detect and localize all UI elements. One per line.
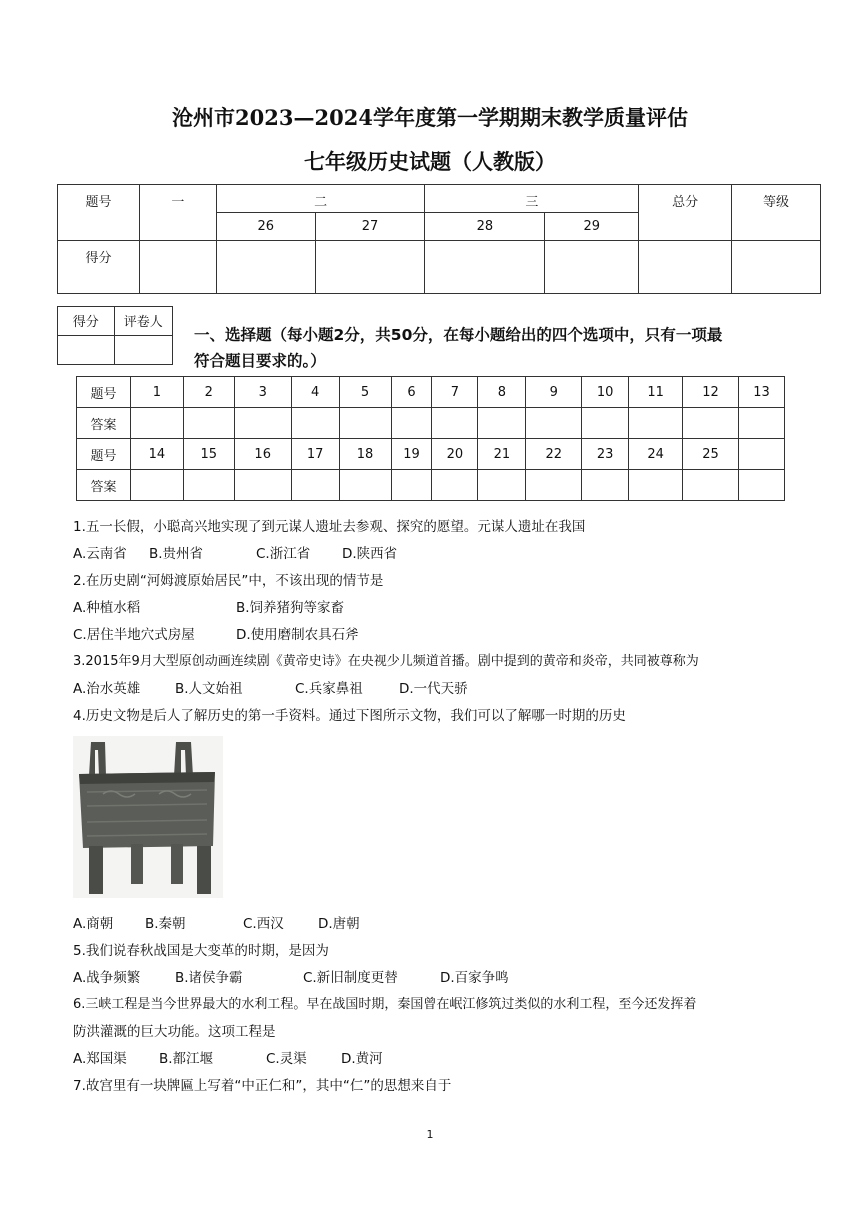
question-3-stem: 3.2015年9月大型原创动画连续剧《黄帝史诗》在央视少儿频道首播。剧中提到的黄帝和炎帝，共同被尊称为 xyxy=(73,654,699,669)
answer-cell xyxy=(582,408,629,439)
question-number-cell: 13 xyxy=(738,377,784,408)
grader-table xyxy=(57,306,173,365)
option-c: C.兵家鼻祖 xyxy=(295,681,363,697)
option-a: A.郑国渠 xyxy=(73,1051,127,1067)
question-1-options xyxy=(73,544,397,564)
answer-cell xyxy=(432,470,478,501)
section-one-heading xyxy=(194,322,799,374)
question-number-cell: 15 xyxy=(183,439,234,470)
option-d: D.一代天骄 xyxy=(399,681,468,697)
question-number-cell: 23 xyxy=(582,439,629,470)
score-cell xyxy=(139,241,216,294)
option-b: B.人文始祖 xyxy=(175,681,243,697)
answer-grid xyxy=(76,376,785,501)
question-2-options-row2 xyxy=(73,625,359,645)
answer-cell xyxy=(234,408,291,439)
answer-cell xyxy=(478,470,526,501)
question-number-label: 题号 xyxy=(77,439,131,470)
score-cell xyxy=(732,241,821,294)
score-cell xyxy=(216,241,315,294)
score-cell xyxy=(315,241,425,294)
question-6-stem-line2: 防洪灌溉的巨大功能。这项工程是 xyxy=(73,1024,276,1040)
page-number: 1 xyxy=(426,1128,434,1141)
answer-cell xyxy=(432,408,478,439)
option-a: A.治水英雄 xyxy=(73,681,141,697)
score-summary-table xyxy=(57,184,821,294)
answer-cell xyxy=(183,470,234,501)
header-part-two: 二 xyxy=(216,185,425,213)
answer-cell xyxy=(738,470,784,501)
question-4-stem: 4.历史文物是后人了解历史的第一手资料。通过下图所示文物，我们可以了解哪一时期的历史 xyxy=(73,708,626,724)
question-number-cell: 1 xyxy=(130,377,183,408)
option-c: C.西汉 xyxy=(243,916,284,932)
option-b: B.秦朝 xyxy=(145,916,186,932)
question-1-stem: 1.五一长假，小聪高兴地实现了到元谋人遗址去参观、探究的愿望。元谋人遗址在我国 xyxy=(73,519,586,535)
question-5-stem: 5.我们说春秋战国是大变革的时期，是因为 xyxy=(73,943,329,959)
score-cell xyxy=(425,241,545,294)
question-number-cell: 12 xyxy=(683,377,739,408)
exam-title: 沧州市2023—2024学年度第一学期期末教学质量评估 xyxy=(172,105,688,130)
option-a: A.商朝 xyxy=(73,916,114,932)
grader-reviewer-label: 评卷人 xyxy=(114,307,172,336)
option-d: D.唐朝 xyxy=(318,916,360,932)
header-q29: 29 xyxy=(545,213,639,241)
answer-cell xyxy=(339,470,391,501)
question-number-cell: 22 xyxy=(526,439,582,470)
answer-cell xyxy=(391,470,432,501)
question-number-cell: 4 xyxy=(291,377,339,408)
section-one-line2: 符合题目要求的。） xyxy=(194,352,326,370)
question-number-cell: 24 xyxy=(629,439,683,470)
question-number-cell: 8 xyxy=(478,377,526,408)
question-number-cell: 25 xyxy=(683,439,739,470)
question-5-options xyxy=(73,968,509,988)
header-q27: 27 xyxy=(315,213,425,241)
option-b: B.都江堰 xyxy=(159,1051,214,1067)
option-b: B.饲养猪狗等家畜 xyxy=(236,600,345,616)
answer-cell xyxy=(629,470,683,501)
answer-cell xyxy=(339,408,391,439)
answer-cell xyxy=(683,470,739,501)
option-b: B.诸侯争霸 xyxy=(175,970,243,986)
answer-cell xyxy=(291,470,339,501)
header-part-three: 三 xyxy=(425,185,639,213)
answer-cell xyxy=(391,408,432,439)
question-6-options xyxy=(73,1049,383,1069)
option-a: A.云南省 xyxy=(73,546,127,562)
option-c: C.居住半地穴式房屋 xyxy=(73,627,195,643)
question-number-cell: 18 xyxy=(339,439,391,470)
question-number-label: 题号 xyxy=(77,377,131,408)
question-2-options-row1 xyxy=(73,598,344,618)
grader-score-cell xyxy=(58,336,115,365)
question-number-cell: 20 xyxy=(432,439,478,470)
question-number-cell: 21 xyxy=(478,439,526,470)
answer-label: 答案 xyxy=(77,408,131,439)
question-number-cell: 3 xyxy=(234,377,291,408)
header-part-one: 一 xyxy=(139,185,216,241)
bronze-ding-vessel-image xyxy=(73,736,223,898)
question-4-options xyxy=(73,914,360,934)
answer-cell xyxy=(629,408,683,439)
answer-cell xyxy=(526,470,582,501)
question-number-cell: 6 xyxy=(391,377,432,408)
answer-cell xyxy=(183,408,234,439)
option-b: B.贵州省 xyxy=(149,546,204,562)
question-2-stem: 2.在历史剧“河姆渡原始居民”中，不该出现的情节是 xyxy=(73,573,384,589)
option-d: D.黄河 xyxy=(341,1051,383,1067)
question-number-cell: 16 xyxy=(234,439,291,470)
answer-cell xyxy=(582,470,629,501)
option-c: C.灵渠 xyxy=(266,1051,307,1067)
header-q28: 28 xyxy=(425,213,545,241)
option-d: D.陕西省 xyxy=(342,546,398,562)
row-score-label: 得分 xyxy=(58,241,140,294)
option-c: C.新旧制度更替 xyxy=(303,970,398,986)
question-6-stem-line1: 6.三峡工程是当今世界最大的水利工程。早在战国时期，秦国曾在岷江修筑过类似的水利工程，至今还发挥着 xyxy=(73,997,697,1012)
question-number-cell xyxy=(738,439,784,470)
question-number-cell: 2 xyxy=(183,377,234,408)
question-number-cell: 11 xyxy=(629,377,683,408)
answer-cell xyxy=(291,408,339,439)
section-one-line1: 一、选择题（每小题2分，共50分，在每小题给出的四个选项中，只有一项最 xyxy=(194,326,723,344)
answer-cell xyxy=(130,470,183,501)
option-d: D.使用磨制农具石斧 xyxy=(236,627,359,643)
question-number-cell: 19 xyxy=(391,439,432,470)
exam-subtitle: 七年级历史试题（人教版） xyxy=(304,149,556,174)
header-grade: 等级 xyxy=(732,185,821,241)
header-question-number: 题号 xyxy=(58,185,140,241)
question-number-cell: 14 xyxy=(130,439,183,470)
answer-cell xyxy=(234,470,291,501)
grader-reviewer-cell xyxy=(114,336,172,365)
question-number-cell: 9 xyxy=(526,377,582,408)
score-cell xyxy=(639,241,732,294)
question-number-cell: 5 xyxy=(339,377,391,408)
answer-label: 答案 xyxy=(77,470,131,501)
question-number-cell: 17 xyxy=(291,439,339,470)
grader-score-label: 得分 xyxy=(58,307,115,336)
answer-cell xyxy=(478,408,526,439)
answer-cell xyxy=(130,408,183,439)
header-total: 总分 xyxy=(639,185,732,241)
question-number-cell: 7 xyxy=(432,377,478,408)
question-number-cell: 10 xyxy=(582,377,629,408)
option-d: D.百家争鸣 xyxy=(440,970,509,986)
header-q26: 26 xyxy=(216,213,315,241)
answer-cell xyxy=(683,408,739,439)
score-cell xyxy=(545,241,639,294)
answer-cell xyxy=(738,408,784,439)
option-a: A.战争频繁 xyxy=(73,970,141,986)
question-7-stem: 7.故宫里有一块牌匾上写着“中正仁和”，其中“仁”的思想来自于 xyxy=(73,1078,452,1094)
option-c: C.浙江省 xyxy=(256,546,311,562)
answer-cell xyxy=(526,408,582,439)
question-3-options xyxy=(73,679,468,699)
option-a: A.种植水稻 xyxy=(73,600,141,616)
